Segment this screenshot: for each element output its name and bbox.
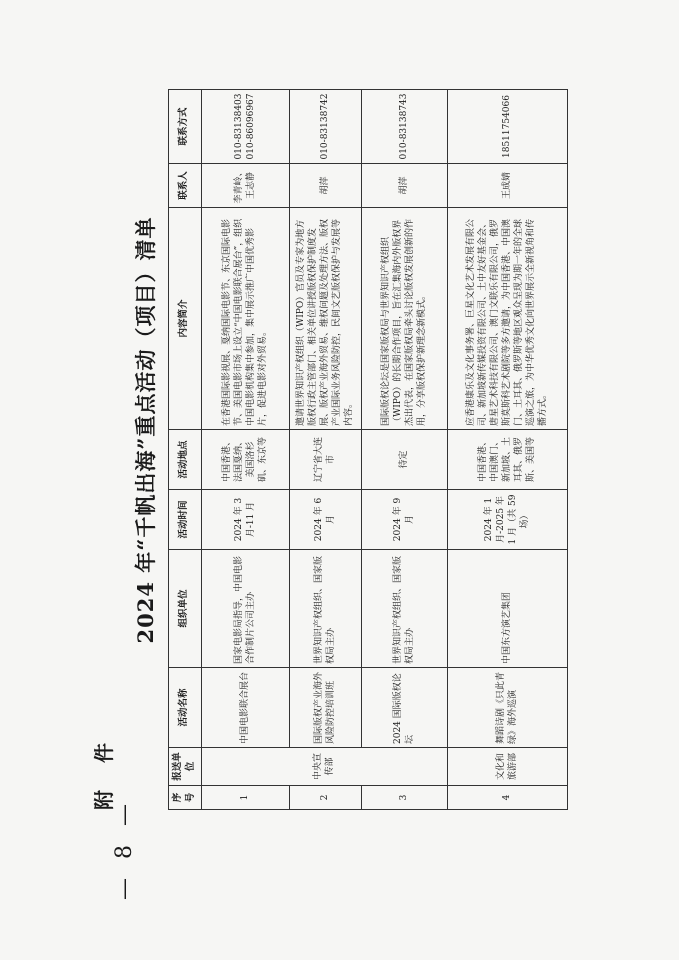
row-place: 待定: [361, 430, 447, 490]
row-name: 舞蹈诗剧《只此青绿》海外巡演: [447, 668, 567, 748]
activity-table: [168, 89, 568, 810]
header-no: 序号: [169, 786, 202, 810]
row-place: 中国香港、中国澳门、新加坡、土耳其、俄罗斯、美国等: [447, 430, 567, 490]
header-time: 活动时间: [169, 490, 202, 550]
table-row: [201, 90, 289, 810]
row-name: 国际版权产业海外风险防控培训班: [289, 668, 361, 748]
row-content: 国际版权论坛是国家版权局与世界知识产权组织（WIPO）的长期合作项目，旨在汇集海内外版权界杰出代表，在国家版权局牵头讨论版权发展创新的作用，分享版权保护新理念新模式。: [361, 208, 447, 430]
row-org: 中国东方演艺集团: [447, 550, 567, 668]
header-name: 活动名称: [169, 668, 202, 748]
header-unit: 报送单位: [169, 748, 202, 786]
row-no: 3: [361, 786, 447, 810]
table-row: [289, 90, 361, 810]
header-place: 活动地点: [169, 430, 202, 490]
row-time: 2024 年 9 月: [361, 490, 447, 550]
row-contact: 李青岭、王志静: [201, 164, 289, 208]
row-no: 1: [201, 786, 289, 810]
header-content: 内容简介: [169, 208, 202, 430]
row-phone: 010-83138743: [361, 90, 447, 164]
row-place: 中国香港、法国戛纳、美国洛杉矶、东京等: [201, 430, 289, 490]
row-name: 中国电影联合展台: [201, 668, 289, 748]
row-content: 应香港康乐及文化事务署、巨星文化艺术发展有限公司、新加坡新传媒投资有限公司、土中友好基金会、唐星艺术科技有限公司、澳门文联乐有限公司，俄罗斯莫斯科艺术剧院等多方邀请，为中国香港、中国澳门、土耳其、俄罗斯等地区观众呈现为期一年的全球巡演之旅，为中华优秀文化向世界展示全新视角和传播方式。: [447, 208, 567, 430]
row-time: 2024 年 6 月: [289, 490, 361, 550]
row-org: 世界知识产权组织、国家版权局主办: [289, 550, 361, 668]
page-number: — 8 —: [112, 798, 137, 900]
row-phone: 010-83138742: [289, 90, 361, 164]
document-title: 2024 年“千帆出海”重点活动（项目）清单: [133, 216, 158, 644]
row-time: 2024 年 3 月-11 月: [201, 490, 289, 550]
row-phone: 18511754066: [447, 90, 567, 164]
row-contact: 王成婧: [447, 164, 567, 208]
row-place: 辽宁省大连市: [289, 430, 361, 490]
row-phone: 010-83138403 010-86096967: [201, 90, 289, 164]
row-content: 邀请世界知识产权组织（WIPO）官员及专家为地方版权行政主管部门、相关单位讲授版权保护制度发展、版权产业海外贸易、维权问题及处理方法、版权产业国际业务风险防控，民间文艺版权保护与发展等内容。: [289, 208, 361, 430]
table-row: [361, 90, 447, 810]
row-content: 在香港国际影视展、戛纳国际电影节、东京国际电影节、美国电影市场上设立“中国电影联合展台”，组织中国电影机构集中参加，集中展示推广中国优秀影片，促进电影对外贸易。: [201, 208, 289, 430]
row-unit: 文化和旅游部: [447, 748, 567, 786]
row-org: 国家电影局指导，中国电影合作制片公司主办: [201, 550, 289, 668]
header-contact: 联系人: [169, 164, 202, 208]
row-no: 2: [289, 786, 361, 810]
table-header-row: [169, 90, 202, 810]
row-contact: 胡萍: [289, 164, 361, 208]
row-org: 世界知识产权组织、国家版权局主办: [361, 550, 447, 668]
row-unit: 中央宣传部: [201, 748, 447, 786]
row-name: 2024 国际版权论坛: [361, 668, 447, 748]
header-phone: 联系方式: [169, 90, 202, 164]
row-contact: 胡萍: [361, 164, 447, 208]
table-row: [447, 90, 567, 810]
row-no: 4: [447, 786, 567, 810]
attachment-label: 附 件: [92, 733, 116, 810]
header-org: 组织单位: [169, 550, 202, 668]
row-time: 2024 年 1 月-2025 年 1 月（共 59 场）: [447, 490, 567, 550]
